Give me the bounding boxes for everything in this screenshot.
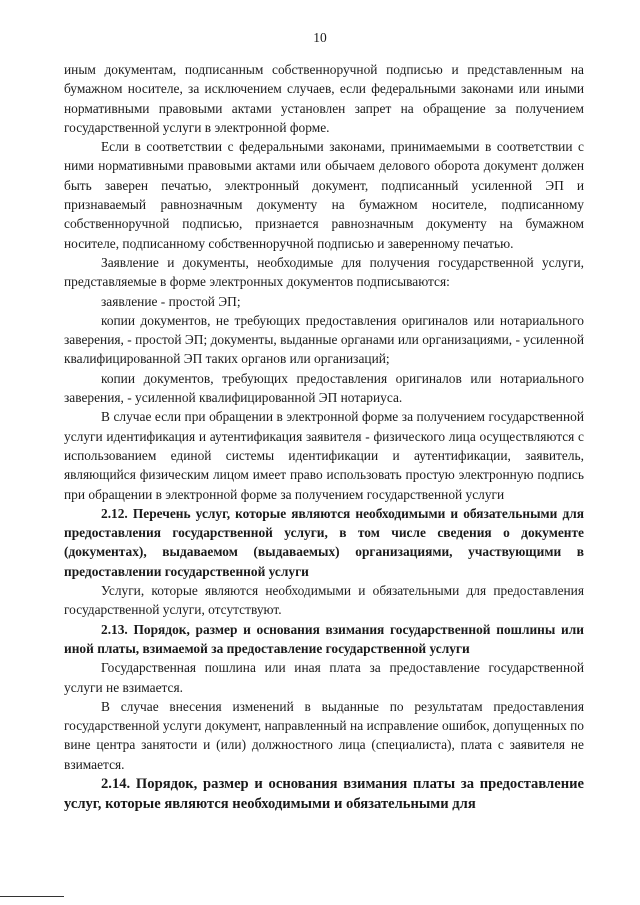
paragraph-7: В случае если при обращении в электронной форме за получением государственной услуги идентификация и аутентификация заявителя - физического лица осуществляются с использованием единой системы идентификации и аутентификации, заявитель, являющийся физическим лицом имеет право использовать простую электронную подпись при обращении в электронной форме за получением государственной услуги — [64, 409, 584, 502]
footer-rule — [0, 896, 64, 897]
document-body — [64, 60, 584, 814]
section-heading-2-13: 2.13. Порядок, размер и основания взимания государственной пошлины или иной платы, взимаемой за предоставление государственной услуги — [64, 621, 584, 656]
section-heading-2-14: 2.14. Порядок, размер и основания взимания платы за предоставление услуг, которые являются необходимыми и обязательными для — [64, 775, 584, 812]
paragraph-9: Государственная пошлина или иная плата за предоставление государственной услуги не взимается. — [64, 660, 584, 695]
paragraph-3: Заявление и документы, необходимые для получения государственной услуги, представляемые в форме электронных документов подписываются: — [64, 254, 584, 290]
page-number: 10 — [313, 30, 327, 45]
paragraph-1: иным документам, подписанным собственноручной подписью и представленным на бумажном носителе, за исключением случаев, если федеральными законами или иными нормативными правовыми актами установлен запрет на обращение за получением государственной услуги в электронной форме. — [64, 62, 584, 135]
paragraph-4: заявление - простой ЭП; — [101, 293, 241, 309]
paragraph-10: В случае внесения изменений в выданные по результатам предоставления государственной услуги документ, направленный на исправление ошибок, допущенных по вине центра занятости и (или) должностного лица (специалиста), плата с заявителя не взимается. — [64, 698, 584, 772]
section-heading-2-12: 2.12. Перечень услуг, которые являются необходимыми и обязательными для предоставления государственной услуги, в том числе сведения о документе (документах), выдаваемом (выдаваемых) организациями, участвующими в предоставлении государственной услуги — [64, 505, 584, 579]
paragraph-5: копии документов, не требующих предоставления оригиналов или нотариального заверения, - простой ЭП; документы, выданные органами или организациями, - усиленной квалифицированной ЭП таких органов или организаций; — [64, 312, 584, 367]
paragraph-6: копии документов, требующих предоставления оригиналов или нотариального заверения, - усиленной квалифицированной ЭП нотариуса. — [64, 370, 584, 406]
paragraph-2: Если в соответствии с федеральными законами, принимаемыми в соответствии с ними нормативными правовыми актами или обычаем делового оборота документ должен быть заверен печатью, электронный документ, подписанный усиленной ЭП и признаваемый равнозначным документу на бумажном носителе, подписанному собственноручной подписью, признается равнозначным документу на бумажном носителе, подписанному собственноручной подписью и заверенному печатью. — [64, 139, 584, 251]
paragraph-8: Услуги, которые являются необходимыми и обязательными для предоставления государственной услуги, отсутствуют. — [64, 583, 584, 618]
